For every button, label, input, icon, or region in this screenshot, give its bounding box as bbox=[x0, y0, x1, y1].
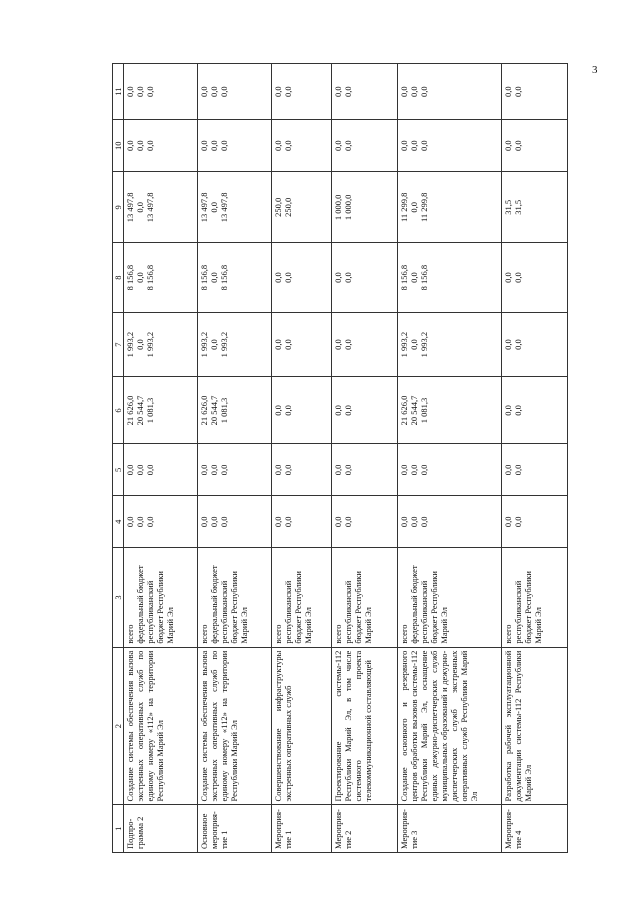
rotated-program-table bbox=[112, 63, 595, 853]
value-col-4: 0,0 0,0 0,0 bbox=[198, 496, 272, 548]
value-col-11: 0,0 0,0 bbox=[502, 64, 568, 120]
value-col-4: 0,0 0,0 bbox=[502, 496, 568, 548]
col-header-6: 6 bbox=[113, 377, 124, 444]
table-row bbox=[332, 64, 398, 853]
value-col-5: 0,0 0,0 0,0 bbox=[124, 444, 198, 496]
page-number: 3 bbox=[592, 64, 598, 76]
value-col-8: 0,0 0,0 bbox=[332, 243, 398, 312]
value-col-7: 1 993,2 0,0 1 993,2 bbox=[398, 312, 502, 377]
value-col-11: 0,0 0,0 0,0 bbox=[198, 64, 272, 120]
value-col-7: 0,0 0,0 bbox=[332, 312, 398, 377]
value-col-8: 8 156,8 0,0 8 156,8 bbox=[124, 243, 198, 312]
value-col-7: 0,0 0,0 bbox=[502, 312, 568, 377]
row-name: Создание системы обеспечения вызова экстренных оперативных служб по единому номеру «112» на территории Республики Марий Эл bbox=[198, 647, 272, 805]
col-header-9: 9 bbox=[113, 172, 124, 243]
value-col-7: 0,0 0,0 bbox=[272, 312, 332, 377]
value-col-8: 0,0 0,0 bbox=[502, 243, 568, 312]
value-col-9: 13 497,8 0,0 13 497,8 bbox=[198, 172, 272, 243]
row-name: Совершенствование инфраструктуры экстренных оперативных служб bbox=[272, 647, 332, 805]
value-col-6: 21 626,0 20 544,7 1 081,3 bbox=[198, 377, 272, 444]
value-col-10: 0,0 0,0 bbox=[502, 120, 568, 172]
table-body bbox=[124, 64, 568, 853]
table-row bbox=[272, 64, 332, 853]
table-row bbox=[124, 64, 198, 853]
value-col-4: 0,0 0,0 bbox=[332, 496, 398, 548]
value-col-9: 13 497,8 0,0 13 497,8 bbox=[124, 172, 198, 243]
value-col-8: 8 156,8 0,0 8 156,8 bbox=[398, 243, 502, 312]
funding-table bbox=[112, 63, 568, 853]
table-row bbox=[502, 64, 568, 853]
value-col-9: 1 000,0 1 000,0 bbox=[332, 172, 398, 243]
value-col-5: 0,0 0,0 0,0 bbox=[398, 444, 502, 496]
table-row bbox=[398, 64, 502, 853]
value-col-9: 11 299,8 0,0 11 299,8 bbox=[398, 172, 502, 243]
value-col-11: 0,0 0,0 0,0 bbox=[398, 64, 502, 120]
value-col-8: 0,0 0,0 bbox=[272, 243, 332, 312]
value-col-11: 0,0 0,0 bbox=[272, 64, 332, 120]
value-col-10: 0,0 0,0 0,0 bbox=[398, 120, 502, 172]
value-col-4: 0,0 0,0 0,0 bbox=[398, 496, 502, 548]
value-col-11: 0,0 0,0 0,0 bbox=[124, 64, 198, 120]
col-header-2: 2 bbox=[113, 647, 124, 805]
value-col-5: 0,0 0,0 bbox=[502, 444, 568, 496]
value-col-5: 0,0 0,0 0,0 bbox=[198, 444, 272, 496]
value-col-4: 0,0 0,0 0,0 bbox=[124, 496, 198, 548]
row-name: Создание основного и резервного центров обработки вызовов системы-112 Республики Марий Эл, оснащение единых дежурно-диспетчерских служб муниципальных образований и дежурно-диспетчерских служб экстренных оперативных служб Республики Марий Эл bbox=[398, 647, 502, 805]
col-header-11: 11 bbox=[113, 64, 124, 120]
row-sources: всего федеральный бюджет республиканский бюджет Республики Марий Эл bbox=[398, 548, 502, 647]
value-col-9: 250,0 250,0 bbox=[272, 172, 332, 243]
table-row bbox=[198, 64, 272, 853]
row-code: Мероприя-тие 3 bbox=[398, 805, 502, 853]
row-sources: всего федеральный бюджет республиканский бюджет Республики Марий Эл bbox=[198, 548, 272, 647]
row-code: Основное мероприя-тие 1 bbox=[198, 805, 272, 853]
row-name: Проектирование системы-112 Республики Марий Эл, в том числе системного проекта телекоммуникационной составляющей bbox=[332, 647, 398, 805]
row-sources: всего федеральный бюджет республиканский бюджет Республики Марий Эл bbox=[124, 548, 198, 647]
value-col-5: 0,0 0,0 bbox=[272, 444, 332, 496]
value-col-9: 31,5 31,5 bbox=[502, 172, 568, 243]
value-col-6: 21 626,0 20 544,7 1 081,3 bbox=[398, 377, 502, 444]
row-sources: всего республиканский бюджет Республики Марий Эл bbox=[272, 548, 332, 647]
row-code: Мероприя-тие 1 bbox=[272, 805, 332, 853]
value-col-7: 1 993,2 0,0 1 993,2 bbox=[198, 312, 272, 377]
col-header-8: 8 bbox=[113, 243, 124, 312]
value-col-6: 0,0 0,0 bbox=[502, 377, 568, 444]
value-col-5: 0,0 0,0 bbox=[332, 444, 398, 496]
value-col-4: 0,0 0,0 bbox=[272, 496, 332, 548]
row-sources: всего республиканский бюджет Республики Марий Эл bbox=[502, 548, 568, 647]
col-header-10: 10 bbox=[113, 120, 124, 172]
row-sources: всего республиканский бюджет Республики Марий Эл bbox=[332, 548, 398, 647]
value-col-6: 21 626,0 20 544,7 1 081,3 bbox=[124, 377, 198, 444]
col-header-4: 4 bbox=[113, 496, 124, 548]
row-code: Мероприя-тие 4 bbox=[502, 805, 568, 853]
value-col-10: 0,0 0,0 0,0 bbox=[198, 120, 272, 172]
value-col-6: 0,0 0,0 bbox=[272, 377, 332, 444]
row-code: Мероприя-тие 2 bbox=[332, 805, 398, 853]
col-header-5: 5 bbox=[113, 444, 124, 496]
row-code: Подпро-грамма 2 bbox=[124, 805, 198, 853]
value-col-10: 0,0 0,0 bbox=[332, 120, 398, 172]
row-name: Разработка рабочей эксплуатационной документации системы-112 Республики Марий Эл bbox=[502, 647, 568, 805]
col-header-1: 1 bbox=[113, 805, 124, 853]
col-header-7: 7 bbox=[113, 312, 124, 377]
value-col-8: 8 156,8 0,0 8 156,8 bbox=[198, 243, 272, 312]
row-name: Создание системы обеспечения вызова экстренных оперативных служб по единому номеру «112» на территории Республики Марий Эл bbox=[124, 647, 198, 805]
value-col-6: 0,0 0,0 bbox=[332, 377, 398, 444]
col-header-3: 3 bbox=[113, 548, 124, 647]
value-col-10: 0,0 0,0 0,0 bbox=[124, 120, 198, 172]
value-col-7: 1 993,2 0,0 1 993,2 bbox=[124, 312, 198, 377]
column-number-row bbox=[113, 64, 124, 853]
value-col-10: 0,0 0,0 bbox=[272, 120, 332, 172]
value-col-11: 0,0 0,0 bbox=[332, 64, 398, 120]
